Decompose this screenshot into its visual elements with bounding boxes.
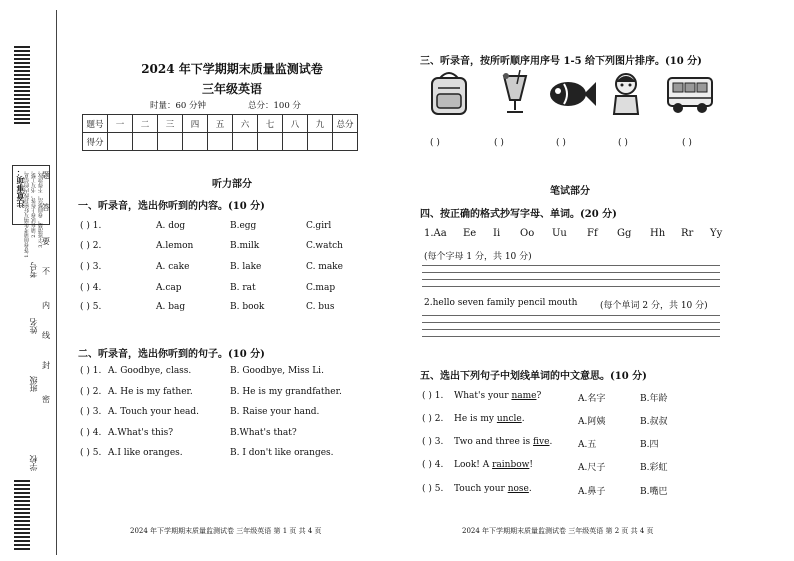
fish-icon [546,76,598,112]
letter-pair: Ii [493,228,501,239]
score-cell[interactable] [133,133,158,151]
answer-blank[interactable]: ( ) 4. [80,283,102,293]
answer-blank[interactable]: ( ) 5. [422,484,444,494]
listening-heading: 听力部分 [212,179,252,190]
letter-pair: Yy [710,228,723,239]
option-b: B.年龄 [640,394,668,404]
answer-blank[interactable]: ( ) 3. [80,262,102,272]
score-table-row [83,133,358,151]
option-b: B.叔叔 [640,417,668,427]
option-b: B.What's that? [230,428,297,438]
option-b: B. book [230,302,265,312]
option-b: B.嘴巴 [640,487,668,497]
option-c: C.map [306,283,336,293]
option-a: A. dog [156,221,186,231]
option-a: A. bag [156,302,186,312]
section5-heading: 五、选出下列句子中划线单词的中文意思。(10 分) [420,371,647,382]
field-school: 学校 [29,455,38,471]
section1-heading: 一、听录音，选出你听到的内容。(10 分) [78,201,265,212]
juice-icon [498,70,532,116]
sentence [454,391,541,401]
underlined-word: name [511,391,537,401]
section3-heading: 三、听录音，按所听顺序用序号 1-5 给下列图片排序。(10 分) [420,56,702,67]
answer-blank[interactable]: ( ) 4. [422,460,444,470]
option-a: A.五 [578,440,597,450]
barcode-top [14,44,30,124]
option-b: B. He is my grandfather. [230,387,342,397]
option-b: B.milk [230,241,260,251]
letter-pair: Gg [617,228,632,239]
seal-char: 密 [42,395,50,404]
sentence [454,414,525,424]
sentence-post: ! [529,460,533,470]
field-class: 班级 [29,376,38,392]
option-c: C.girl [306,221,332,231]
score-cell[interactable] [258,133,283,151]
writing-line[interactable] [422,279,720,280]
option-b: B.彩虹 [640,463,668,473]
underlined-word: five [533,437,550,447]
option-a: A.名字 [578,394,606,404]
option-a: A.I like oranges. [108,448,183,458]
option-a: A.cap [156,283,182,293]
answer-blank[interactable]: ( ) 1. [80,221,102,231]
letter-pair: Ff [587,228,598,239]
option-b: B. rat [230,283,256,293]
option-a: A.lemon [156,241,194,251]
score-table-header [83,115,358,133]
sentence-pre: What's your [454,391,512,401]
field-exam-number: 考号 [29,262,38,278]
backpack-icon [424,68,476,118]
writing-line[interactable] [422,322,720,323]
letter-pair: Hh [650,228,666,239]
underlined-word: uncle [496,414,522,424]
bus-icon [664,70,716,116]
picture-answer-blank[interactable]: ( ) [430,138,440,148]
writing-line[interactable] [422,336,720,337]
option-a: A.阿姨 [578,417,606,427]
score-cell[interactable] [208,133,233,151]
writing-line[interactable] [422,265,720,266]
page-footer: 2024 年下学期期末质量监测试卷 三年级英语 第 1 页 共 4 页 [130,527,322,535]
notice-line: 2.请在试卷上作答，书写工整。 [31,168,37,238]
score-header-cell: 题号 [83,115,108,133]
words-note: (每个单词 2 分，共 10 分) [600,301,708,311]
option-a: A.What's this? [108,428,174,438]
option-b: B. I don't like oranges. [230,448,334,458]
notice-title: 注意事项： [15,168,25,208]
score-header-cell: 总分 [333,115,358,133]
answer-blank[interactable]: ( ) 2. [80,387,102,397]
score-header-cell: 八 [283,115,308,133]
sentence [454,484,532,494]
score-header-cell: 六 [233,115,258,133]
letter-pair: Oo [520,228,535,239]
letters-note: (每个字母 1 分，共 10 分) [424,252,532,262]
picture-answer-blank[interactable]: ( ) [494,138,504,148]
option-c: C. make [306,262,343,272]
barcode-bottom [14,480,30,550]
time-label: 时量：60 分钟 [150,101,207,111]
writing-line[interactable] [422,272,720,273]
sentence-pre: Touch your [454,484,508,494]
written-heading: 笔试部分 [550,186,590,197]
score-table [82,114,358,151]
score-cell[interactable] [333,133,358,151]
option-b: B.四 [640,440,659,450]
writing-line[interactable] [422,286,720,287]
answer-blank[interactable]: ( ) 4. [80,428,102,438]
score-header-cell: 五 [208,115,233,133]
writing-line[interactable] [422,329,720,330]
answer-blank[interactable]: ( ) 1. [80,366,102,376]
answer-blank[interactable]: ( ) 1. [422,391,444,401]
answer-blank[interactable]: ( ) 3. [80,407,102,417]
doll-icon [608,70,644,116]
answer-blank[interactable]: ( ) 5. [80,302,102,312]
option-b: B. Goodbye, Miss Li. [230,366,324,376]
option-a: A. Goodbye, class. [108,366,192,376]
total-score-label: 总分：100 分 [248,101,301,111]
score-header-cell: 一 [108,115,133,133]
seal-char: 要 [42,237,50,246]
option-a: A. Touch your head. [108,407,200,417]
option-c: C.watch [306,241,343,251]
score-header-cell: 四 [183,115,208,133]
score-cell[interactable] [158,133,183,151]
score-cell[interactable] [283,133,308,151]
answer-blank[interactable]: ( ) 5. [80,448,102,458]
page-footer: 2024 年下学期期末质量监测试卷 三年级英语 第 2 页 共 4 页 [462,527,654,535]
underlined-word: rainbow [492,460,530,470]
picture-answer-blank[interactable]: ( ) [618,138,628,148]
notice-line: 3.字迹清楚，卷面整洁，不得涂改。 [38,168,44,248]
sentence-post: . [521,414,525,424]
sentence-post: . [528,484,532,494]
sentence-pre: Look! A [454,460,493,470]
option-c: C. bus [306,302,335,312]
section4-heading: 四、按正确的格式抄写字母、单词。(20 分) [420,209,617,220]
letter-pair: Rr [681,228,694,239]
option-b: B. Raise your hand. [230,407,320,417]
seal-char: 题 [42,171,50,180]
sentence-pre: He is my [454,414,497,424]
seal-char: 线 [42,331,50,340]
score-row-label: 得分 [83,133,108,151]
option-a: A.尺子 [578,463,606,473]
letter-pair: 1.Aa [424,228,447,239]
exam-title: 2024 年下学期期末质量监测试卷 [141,62,323,76]
sentence [454,460,533,470]
option-a: A. He is my father. [108,387,193,397]
answer-blank[interactable]: ( ) 2. [422,414,444,424]
seal-char: 封 [42,361,50,370]
sentence-pre: Two and three is [454,437,534,447]
seal-char: 不 [42,267,50,276]
underlined-word: nose [507,484,529,494]
picture-answer-blank[interactable]: ( ) [682,138,692,148]
score-header-cell: 二 [133,115,158,133]
words-line: 2.hello seven family pencil mouth [424,298,578,308]
score-header-cell: 九 [308,115,333,133]
sentence-post: ? [536,391,542,401]
binding-strip [0,0,58,561]
exam-subtitle: 三年级英语 [201,82,262,96]
score-cell[interactable] [308,133,333,151]
score-header-cell: 三 [158,115,183,133]
option-b: B.egg [230,221,257,231]
seal-line [56,10,57,555]
score-header-cell: 七 [258,115,283,133]
letter-pair: Uu [552,228,567,239]
answer-blank[interactable]: ( ) 3. [422,437,444,447]
field-name: 姓名 [29,318,38,334]
seal-char: 答 [42,203,50,212]
score-cell[interactable] [183,133,208,151]
score-cell[interactable] [233,133,258,151]
sentence [454,437,552,447]
answer-blank[interactable]: ( ) 2. [80,241,102,251]
option-b: B. lake [230,262,262,272]
seal-char: 内 [42,301,50,310]
score-cell[interactable] [108,133,133,151]
sentence-post: . [549,437,553,447]
section2-heading: 二、听录音，选出你听到的句子。(10 分) [78,349,265,360]
option-a: A.鼻子 [578,487,606,497]
option-a: A. cake [156,262,190,272]
letter-pair: Ee [463,228,477,239]
notice-line: 1.答卷前请考生填写好密封线内的信息。 [24,168,30,258]
writing-line[interactable] [422,315,720,316]
picture-answer-blank[interactable]: ( ) [556,138,566,148]
